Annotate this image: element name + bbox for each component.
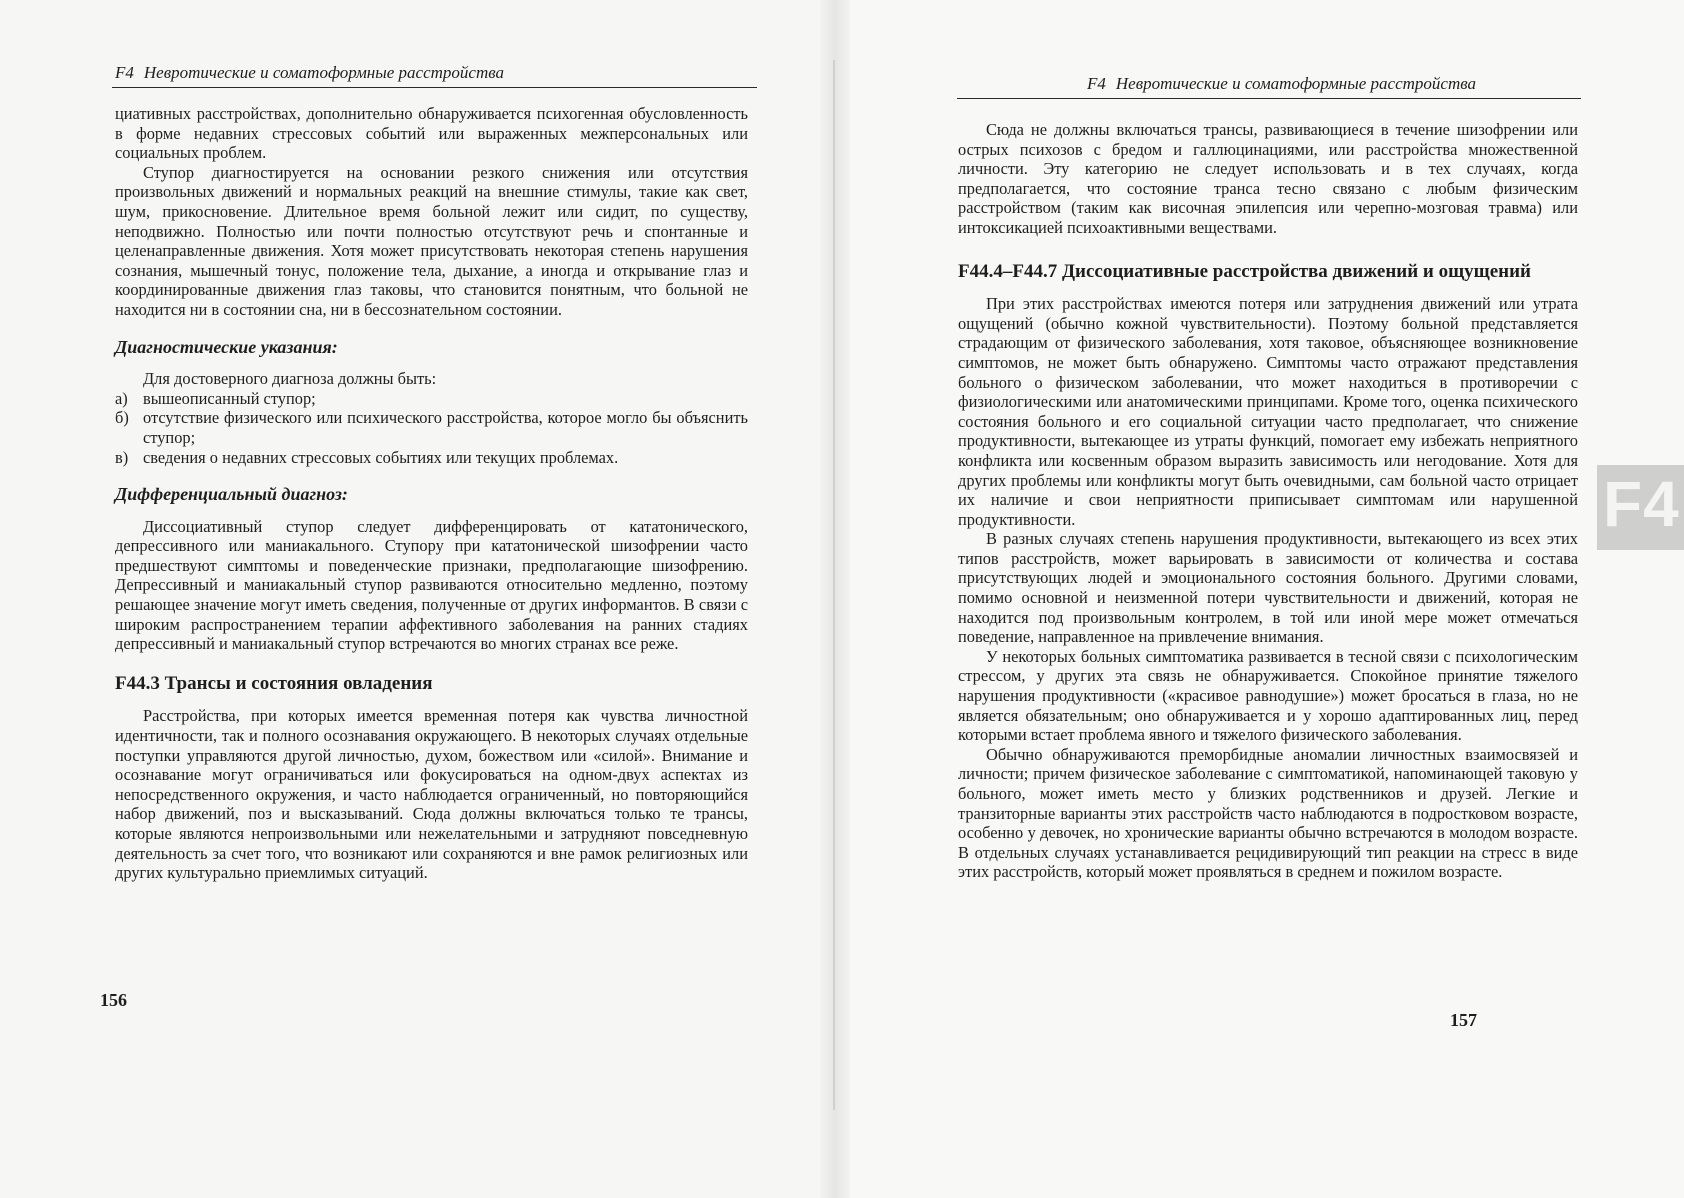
book-gutter <box>820 0 850 1198</box>
paragraph: В разных случаях степень нарушения продуктивности, вытекающего из всех этих типов расстройств, может варьировать в зависимости от количества и состава присутствующих людей и эмоционального состояния больного. Другими словами, помимо основной и неизменной потери чувствительности и движений, которая не находится под произвольным контролем, в той или иной мере может отмечаться поведение, направленное на привлечение внимания. <box>958 529 1578 647</box>
header-title: Невротические и соматоформные расстройства <box>143 63 504 82</box>
header-code: F4 <box>1087 74 1106 93</box>
page-number: 157 <box>1450 1010 1477 1030</box>
list-item <box>115 389 748 409</box>
section-heading-diagnostic: Диагностические указания: <box>115 336 338 357</box>
left-page <box>0 0 820 1198</box>
paragraph: Ступор диагностируется на основании резкого снижения или отсутствия произвольных движений и нормальных реакций на внешние стимулы, такие как свет, шум, прикосновение. Длительное время больной лежит или сидит, по существу, неподвижно. Полностью или почти полностью отсутствуют речь и спонтанные и целенаправленные движения. Хотя может присутствовать некоторая степень нарушения сознания, мышечный тонус, положение тела, дыхание, а иногда и открывание глаз и координированные движения глаз таковы, что становится понятным, что больной не находится ни в состоянии сна, ни в бессознательном состоянии. <box>115 162 748 319</box>
list-item-text: отсутствие физического или психического расстройства, которое могло бы объяснить ступор; <box>143 408 748 447</box>
paragraph: У некоторых больных симптоматика развивается в тесной связи с психологическим стрессом, у других эта связь не обнаруживается. Спокойное принятие тяжелого нарушения продуктивности («красивое равнодушие») может бросаться в глаза, но не является обязательным; оно обнаруживается и у хорошо адаптированных лиц, перед которыми встает проблема явного и тяжелого физического заболевания. <box>958 646 1578 745</box>
header-code: F4 <box>115 63 134 82</box>
gutter-line <box>833 60 835 1110</box>
paragraph: циативных расстройствах, дополнительно обнаруживается психогенная обусловленность в форме недавних стрессовых событий или выраженных межперсональных или социальных проблем. <box>115 104 748 163</box>
section-heading-differential: Дифференциальный диагноз: <box>115 484 348 505</box>
section-heading-f443: F44.3 Трансы и состояния овладения <box>115 672 433 694</box>
list-item <box>115 448 748 468</box>
paragraph: Расстройства, при которых имеется временная потеря как чувства личностной идентичности, так и полного осознавания окружающего. В некоторых случаях отдельные поступки управляются другой личностью, духом, божеством или «силой». Внимание и осознавание могут ограничиваться или фокусироваться на одном-двух аспектах из непосредственного окружения, и часто наблюдается ограниченный, но повторяющийся набор движений, поз и высказываний. Сюда должны включаться только те трансы, которые являются непроизвольными или нежелательными и затрудняют повседневную деятельность за счет того, что возникают или сохраняются и вне рамок религиозных или других культурально приемлимых ситуаций. <box>115 706 748 883</box>
right-text-column <box>958 120 1578 882</box>
list-intro: Для достоверного диагноза должны быть: <box>143 369 437 389</box>
header-rule <box>957 98 1581 99</box>
chapter-thumb-tab <box>1597 465 1684 550</box>
list-item <box>115 408 748 447</box>
paragraph: Обычно обнаруживаются преморбидные аномалии личностных взаимосвязей и личности; причем физическое заболевание с симптоматикой, напоминающей таковую у больного, может иметь место у близких родственников и друзей. Легкие и транзиторные варианты этих расстройств часто наблюдаются в подростковом возрасте, особенно у девочек, но хронические варианты обычно встречаются в молодом возрасте. В отдельных случаях устанавливается рецидивирующий тип реакции на стресс в виде этих расстройств, который может проявляться в среднем и пожилом возрасте. <box>958 744 1578 882</box>
list-marker: б) <box>115 408 129 428</box>
list-item-text: сведения о недавних стрессовых событиях или текущих проблемах. <box>143 447 619 467</box>
paragraph: Диссоциативный ступор следует дифференцировать от кататонического, депрессивного или маниакального. Ступору при кататонической шизофрении часто предшествуют симптомы и поведенческие признаки, предполагающие шизофрению. Депрессивный и маниакальный ступор развиваются относительно медленно, поэтому решающее значение могут иметь сведения, полученные от других информантов. В связи с широким распространением терапии аффективного заболевания на ранних стадиях депрессивный и маниакальный ступор встречаются во многих странах все реже. <box>115 516 748 654</box>
running-header <box>1087 74 1476 94</box>
section-heading-f444: F44.4–F44.7 Диссоциативные расстройства движений и ощущений <box>958 260 1531 282</box>
list-item-text: вышеописанный ступор; <box>143 388 316 408</box>
left-text-column <box>115 104 748 883</box>
page-number: 156 <box>100 990 127 1010</box>
running-header <box>115 63 504 83</box>
list-marker: в) <box>115 447 129 467</box>
diagnostic-list <box>115 389 748 467</box>
header-rule <box>112 87 757 88</box>
header-title: Невротические и соматоформные расстройства <box>1115 74 1476 93</box>
paragraph: Сюда не должны включаться трансы, развивающиеся в течение шизофрении или острых психозов с бредом и галлюцинациями, или расстройства множественной личности. Эту категорию не следует использовать и в тех случаях, когда предполагается, что состояние транса тесно связано с любым физическим расстройством (таким как височная эпилепсия или черепно-мозговая травма) или интоксикацией психоактивными веществами. <box>958 120 1578 237</box>
list-marker: а) <box>115 388 128 408</box>
chapter-tab-label: F4 <box>1603 468 1680 540</box>
paragraph: При этих расстройствах имеются потеря или затруднения движений или утрата ощущений (обычно кожной чувствительности). Поэтому больной представляется страдающим от физического заболевания, хотя таковое, объясняющее возникновение симптомов, не может быть обнаружено. Симптомы часто отражают представления больного о физическом заболевании, что может находиться в противоречии с физиологическими или анатомическими принципами. Кроме того, оценка психического состояния больного и его социальной ситуации часто предполагает, что снижение продуктивности, вытекающее из утраты функций, помогает ему избежать неприятного конфликта или косвенным образом выразить зависимость или негодование. Хотя для других проблемы или конфликты могут быть очевидными, сам больной часто отрицает их наличие и свои неприятности приписывает симптомам или нарушенной продуктивности. <box>958 294 1578 529</box>
